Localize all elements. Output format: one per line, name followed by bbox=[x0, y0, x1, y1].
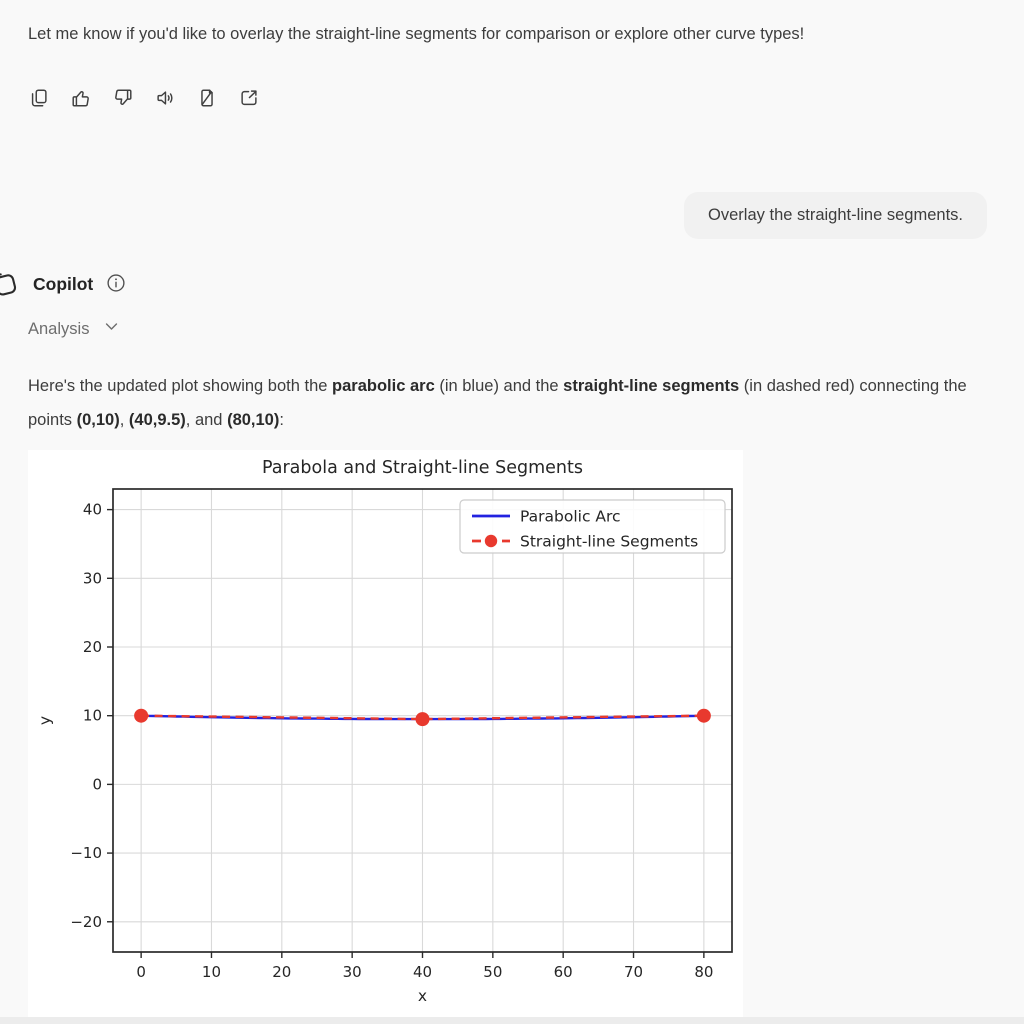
answer-text: , and bbox=[185, 411, 228, 429]
thumbs-up-icon bbox=[70, 87, 92, 112]
chart-svg bbox=[28, 450, 743, 1017]
svg-text:0: 0 bbox=[92, 775, 102, 794]
answer-text: : bbox=[279, 411, 284, 429]
svg-text:40: 40 bbox=[412, 963, 433, 981]
copilot-response-header bbox=[0, 268, 129, 300]
analysis-label: Analysis bbox=[28, 319, 90, 338]
svg-text:−10: −10 bbox=[70, 844, 102, 863]
svg-text:30: 30 bbox=[82, 569, 102, 588]
svg-text:Parabolic Arc: Parabolic Arc bbox=[520, 507, 621, 526]
analysis-toggle[interactable] bbox=[28, 318, 120, 340]
svg-text:50: 50 bbox=[483, 963, 503, 981]
svg-text:10: 10 bbox=[201, 963, 222, 981]
answer-bold-text: (80,10) bbox=[227, 411, 280, 429]
svg-text:Parabola and Straight-line Seg: Parabola and Straight-line Segments bbox=[262, 458, 583, 478]
copy-icon bbox=[28, 87, 50, 112]
svg-text:20: 20 bbox=[272, 963, 292, 981]
answer-paragraph bbox=[28, 369, 993, 437]
share-icon bbox=[238, 87, 260, 112]
svg-text:10: 10 bbox=[82, 706, 102, 725]
thumbs-up-button[interactable] bbox=[68, 86, 94, 112]
answer-bold-text: parabolic arc bbox=[332, 377, 435, 395]
answer-bold-text: (0,10) bbox=[76, 411, 120, 429]
copy-response-button[interactable] bbox=[26, 86, 52, 112]
answer-text: Here's the updated plot showing both the bbox=[28, 377, 333, 395]
svg-text:Straight-line Segments: Straight-line Segments bbox=[520, 532, 699, 551]
edit-in-pages-button[interactable] bbox=[194, 86, 220, 112]
read-aloud-icon bbox=[154, 87, 176, 112]
user-message-text: Overlay the straight-line segments. bbox=[708, 206, 963, 224]
read-aloud-button[interactable] bbox=[152, 86, 178, 112]
svg-text:80: 80 bbox=[694, 963, 714, 981]
assistant-closing-text: Let me know if you'd like to overlay the straight-line segments for comparison or explore other curve types! bbox=[28, 25, 805, 43]
answer-text: (in dashed red) connecting the points bbox=[28, 377, 967, 429]
info-icon bbox=[105, 272, 127, 297]
copilot-logo-icon bbox=[0, 268, 19, 300]
svg-text:60: 60 bbox=[553, 963, 573, 981]
answer-text: , bbox=[119, 411, 129, 429]
chat-input-top-edge[interactable] bbox=[0, 1017, 1024, 1024]
thumbs-down-button[interactable] bbox=[110, 86, 136, 112]
assistant-name: Copilot bbox=[33, 273, 94, 294]
generated-chart[interactable] bbox=[28, 450, 743, 1017]
svg-text:y: y bbox=[36, 715, 54, 726]
user-message-bubble bbox=[684, 192, 987, 239]
message-actions-row bbox=[26, 86, 262, 112]
svg-text:30: 30 bbox=[342, 963, 362, 981]
share-button[interactable] bbox=[236, 86, 262, 112]
svg-text:−20: −20 bbox=[70, 912, 102, 931]
answer-bold-text: (40,9.5) bbox=[128, 411, 186, 429]
svg-text:0: 0 bbox=[136, 963, 146, 981]
svg-text:70: 70 bbox=[623, 963, 644, 981]
svg-text:x: x bbox=[417, 987, 428, 1005]
edit-in-pages-icon bbox=[196, 87, 218, 112]
thumbs-down-icon bbox=[112, 87, 134, 112]
chevron-down-icon bbox=[103, 318, 120, 340]
svg-text:40: 40 bbox=[82, 500, 102, 519]
answer-bold-text: straight-line segments bbox=[563, 377, 740, 395]
ai-info-button[interactable] bbox=[103, 271, 129, 297]
svg-text:20: 20 bbox=[82, 637, 102, 656]
answer-text: (in blue) and the bbox=[434, 377, 564, 395]
